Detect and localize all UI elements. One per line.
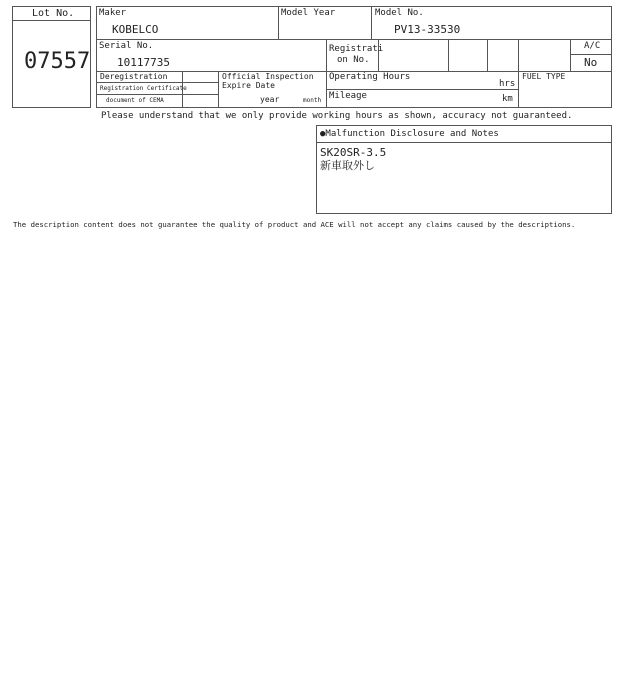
ac-value: No (584, 56, 598, 69)
maker-value: KOBELCO (112, 23, 159, 36)
serial-label: Serial No. (99, 41, 154, 51)
mileage-unit: km (502, 94, 513, 104)
lot-number: 07557 (24, 49, 91, 74)
operating-hours-label: Operating Hours (329, 72, 411, 82)
col-divider-reg-2 (487, 39, 488, 71)
col-divider-serial (326, 39, 327, 108)
col-divider-reg-3 (518, 39, 519, 108)
col-divider-modelyear (371, 6, 372, 39)
ac-label: A/C (584, 41, 601, 51)
hours-mileage-divider (326, 89, 518, 90)
hours-accuracy-notice: Please understand that we only provide working hours as shown, accuracy not guaranteed. (101, 111, 573, 121)
disclaimer: The description content does not guarantee the quality of product and ACE will not accept any claims caused by the descriptions. (13, 220, 576, 229)
model-year-label: Model Year (281, 8, 336, 18)
fuel-type-label: FUEL TYPE (522, 72, 566, 81)
lot-label: Lot No. (32, 8, 75, 19)
dereg-row-divider-1 (96, 82, 218, 83)
inspection-month-label: month (303, 97, 322, 104)
model-no-label: Model No. (375, 8, 424, 18)
cema-document-label: document of CEMA (106, 97, 164, 104)
inspection-label-1: Official Inspection (222, 72, 314, 81)
malfunction-divider (316, 142, 612, 143)
registration-label-1: Registrati (329, 44, 384, 54)
lot-divider (12, 20, 91, 21)
maker-label: Maker (99, 8, 127, 18)
inspection-year-label: year (260, 95, 280, 104)
mileage-label: Mileage (329, 91, 367, 101)
dereg-row-divider-2 (96, 94, 218, 95)
deregistration-label: Deregistration (100, 72, 168, 81)
malfunction-note-2: 新車取外し (320, 159, 375, 172)
operating-hours-unit: hrs (499, 79, 516, 89)
model-no-value: PV13-33530 (394, 23, 461, 36)
malfunction-note-1: SK20SR-3.5 (320, 146, 387, 159)
row-divider-1 (96, 39, 612, 40)
serial-value: 10117735 (117, 56, 170, 69)
malfunction-title: ●Malfunction Disclosure and Notes (320, 129, 499, 139)
col-divider-maker (278, 6, 279, 39)
registration-label-2: on No. (337, 55, 370, 65)
col-divider-ac (570, 39, 571, 71)
col-divider-inspection (218, 71, 219, 108)
inspection-label-2: Expire Date (222, 81, 275, 90)
ac-divider (570, 54, 612, 55)
registration-certificate-label: Registration Certificate (100, 85, 187, 92)
col-divider-reg-1 (448, 39, 449, 71)
